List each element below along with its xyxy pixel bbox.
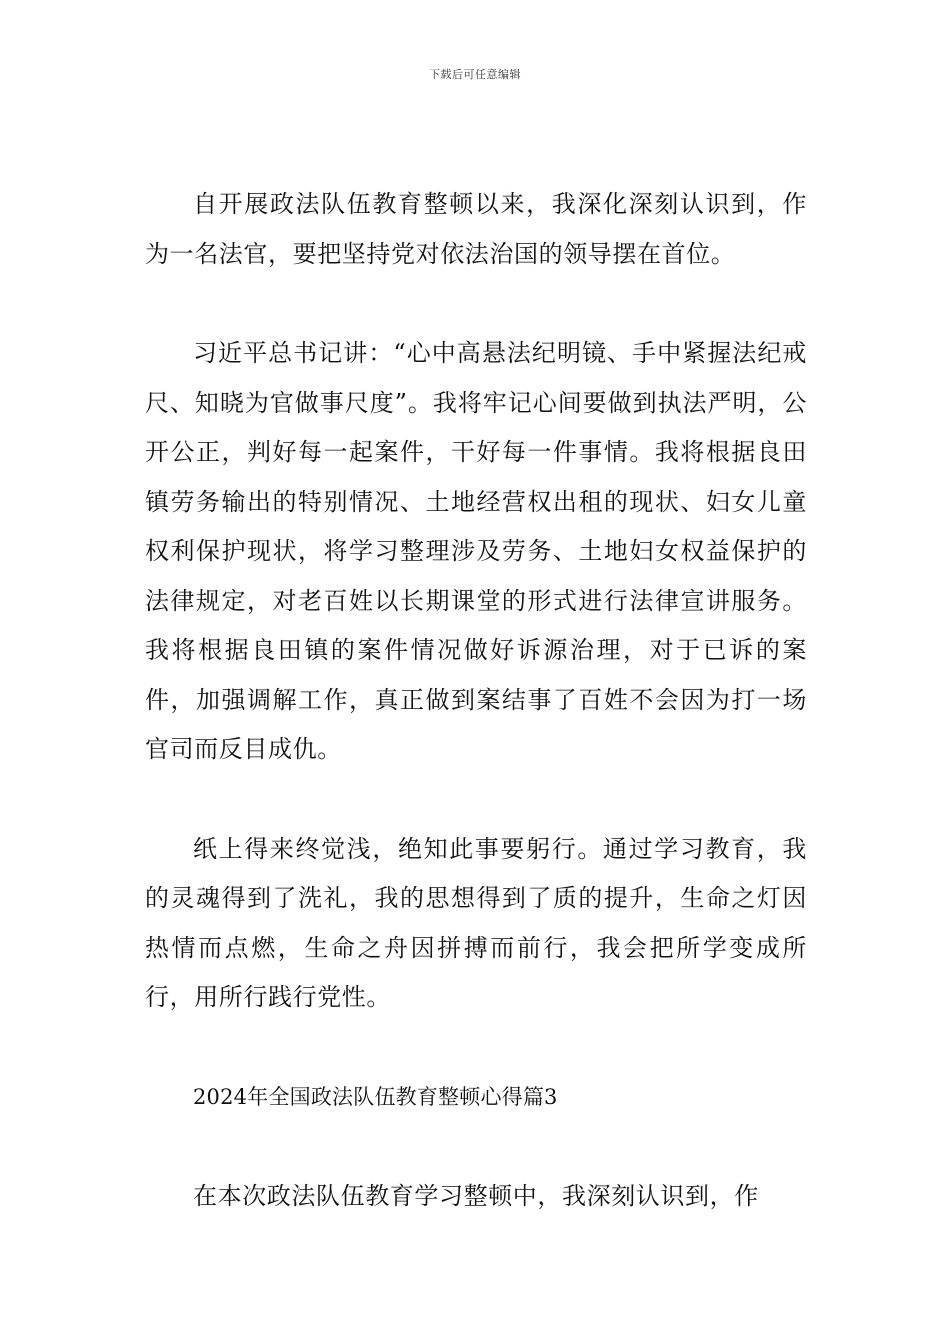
section-heading: 2024年全国政法队伍教育整顿心得篇3 — [193, 1084, 558, 1109]
paragraph-gap — [145, 279, 807, 329]
paragraph-3: 纸上得来终觉浅，绝知此事要躬行。通过学习教育，我的灵魂得到了洗礼，我的思想得到了质的提升，生命之灯因热情而点燃，生命之舟因拼搏而前行，我会把所学变成所行，用所行践行党性。 — [145, 834, 807, 1011]
paragraph-gap — [145, 1023, 807, 1073]
paragraph-2: 习近平总书记讲：“心中高悬法纪明镜、手中紧握法纪戒尺、知晓为官做事尺度”。我将牢记心间要做到执法严明，公开公正，判好每一起案件，干好每一件事情。我将根据良田镇劳务输出的特别情况、土地经营权出租的现状、妇女儿童权利保护现状，将学习整理涉及劳务、土地妇女权益保护的法律规定，对老百姓以长期课堂的形式进行法律宣讲服务。我将根据良田镇的案件情况做好诉源治理，对于已诉的案件，加强调解工作，真正做到案结事了百姓不会因为打一场官司而反目成仇。 — [145, 339, 807, 763]
document-body — [145, 180, 807, 1222]
paragraph-gap — [145, 1122, 807, 1172]
header-note: 下载后可任意编辑 — [429, 68, 521, 81]
paragraph-gap — [145, 775, 807, 825]
paragraph-1: 自开展政法队伍教育整顿以来，我深化深刻认识到，作为一名法官，要把坚持党对依法治国的领导摆在首位。 — [145, 190, 807, 268]
paragraph-4: 在本次政法队伍教育学习整顿中，我深刻认识到，作 — [193, 1182, 759, 1210]
